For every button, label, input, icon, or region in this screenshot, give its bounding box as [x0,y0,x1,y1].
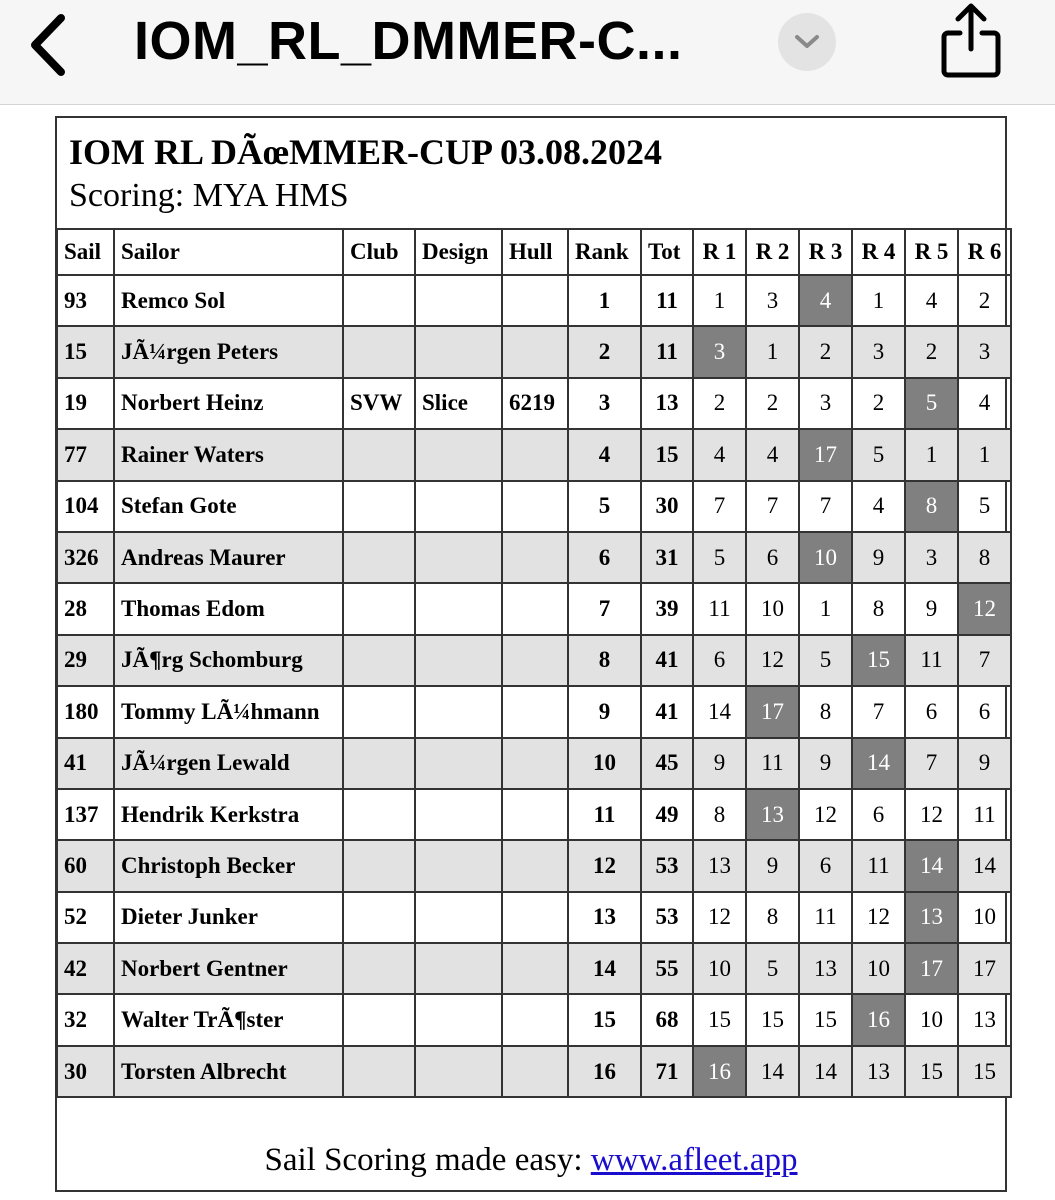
rank-cell: 14 [568,943,641,994]
design-cell [415,994,502,1045]
race-score: 7 [799,481,852,532]
col-club: Club [343,229,415,275]
hull-cell [502,429,568,480]
club-cell: SVW [343,378,415,429]
race-score: 14 [799,1046,852,1097]
header-row [57,229,1011,275]
col-r2: R 2 [746,229,799,275]
race-score: 9 [958,738,1011,789]
race-score: 2 [905,326,958,377]
hull-cell [502,1046,568,1097]
hull-cell [502,738,568,789]
results-body [57,275,1011,1097]
discarded-race-score: 4 [799,275,852,326]
table-row [57,738,1011,789]
race-score: 9 [905,583,958,634]
race-score: 2 [746,378,799,429]
club-cell [343,326,415,377]
race-score: 5 [799,635,852,686]
rank-cell: 1 [568,275,641,326]
club-cell [343,275,415,326]
race-score: 8 [958,532,1011,583]
share-button[interactable] [936,0,1006,82]
hull-cell [502,943,568,994]
race-score: 6 [693,635,746,686]
club-cell [343,583,415,634]
race-score: 1 [958,429,1011,480]
design-cell [415,532,502,583]
race-score: 10 [905,994,958,1045]
sail-cell: 15 [57,326,114,377]
sail-cell: 93 [57,275,114,326]
scoring-system: Scoring: MYA HMS [69,177,349,214]
total-cell: 15 [641,429,693,480]
col-sail: Sail [57,229,114,275]
sail-cell: 326 [57,532,114,583]
table-row [57,840,1011,891]
afleet-link[interactable]: www.afleet.app [590,1142,798,1178]
discarded-race-score: 17 [799,429,852,480]
rank-cell: 5 [568,481,641,532]
discarded-race-score: 14 [905,840,958,891]
table-row [57,789,1011,840]
table-row [57,686,1011,737]
sailor-cell: Stefan Gote [114,481,343,532]
race-score: 1 [852,275,905,326]
race-score: 6 [905,686,958,737]
col-r4: R 4 [852,229,905,275]
race-score: 14 [958,840,1011,891]
race-score: 11 [905,635,958,686]
race-score: 12 [746,635,799,686]
race-score: 5 [852,429,905,480]
table-row [57,378,1011,429]
footer-text: Sail Scoring made easy: [264,1142,591,1178]
sailor-cell: Christoph Becker [114,840,343,891]
col-r1: R 1 [693,229,746,275]
sail-cell: 41 [57,738,114,789]
race-score: 7 [852,686,905,737]
club-cell [343,840,415,891]
rank-cell: 13 [568,892,641,943]
race-score: 10 [746,583,799,634]
race-score: 3 [852,326,905,377]
table-row [57,994,1011,1045]
hull-cell [502,481,568,532]
race-score: 11 [852,840,905,891]
race-score: 6 [799,840,852,891]
col-design: Design [415,229,502,275]
race-score: 1 [799,583,852,634]
total-cell: 68 [641,994,693,1045]
design-cell [415,481,502,532]
hull-cell [502,840,568,891]
sail-cell: 19 [57,378,114,429]
race-score: 2 [799,326,852,377]
hull-cell [502,686,568,737]
race-score: 10 [693,943,746,994]
club-cell [343,789,415,840]
rank-cell: 3 [568,378,641,429]
footer [57,1130,1005,1190]
total-cell: 31 [641,532,693,583]
club-cell [343,532,415,583]
race-score: 7 [746,481,799,532]
total-cell: 45 [641,738,693,789]
race-score: 12 [799,789,852,840]
race-score: 15 [799,994,852,1045]
total-cell: 41 [641,635,693,686]
total-cell: 13 [641,378,693,429]
sail-cell: 60 [57,840,114,891]
discarded-race-score: 5 [905,378,958,429]
race-score: 5 [693,532,746,583]
race-score: 1 [746,326,799,377]
discarded-race-score: 13 [905,892,958,943]
race-score: 6 [852,789,905,840]
hull-cell [502,635,568,686]
discarded-race-score: 14 [852,738,905,789]
sailor-cell: Norbert Heinz [114,378,343,429]
club-cell [343,943,415,994]
hull-cell [502,326,568,377]
rank-cell: 16 [568,1046,641,1097]
sail-cell: 104 [57,481,114,532]
sailor-cell: Norbert Gentner [114,943,343,994]
sailor-cell: Tommy LÃ¼hmann [114,686,343,737]
chevron-down-icon [794,34,820,50]
discarded-race-score: 10 [799,532,852,583]
race-score: 5 [746,943,799,994]
rank-cell: 11 [568,789,641,840]
total-cell: 41 [641,686,693,737]
race-score: 3 [958,326,1011,377]
race-score: 3 [905,532,958,583]
race-score: 9 [799,738,852,789]
design-cell: Slice [415,378,502,429]
race-score: 17 [958,943,1011,994]
event-title: IOM RL DÃœMMER-CUP 03.08.2024 [69,132,662,172]
col-r5: R 5 [905,229,958,275]
design-cell [415,840,502,891]
col-sailor: Sailor [114,229,343,275]
race-score: 6 [958,686,1011,737]
race-score: 11 [746,738,799,789]
race-score: 8 [693,789,746,840]
total-cell: 53 [641,840,693,891]
sail-cell: 28 [57,583,114,634]
race-score: 4 [693,429,746,480]
race-score: 3 [799,378,852,429]
browser-toolbar [0,0,1055,105]
club-cell [343,429,415,480]
design-cell [415,943,502,994]
design-cell [415,789,502,840]
sailor-cell: Remco Sol [114,275,343,326]
race-score: 8 [746,892,799,943]
sailor-cell: Hendrik Kerkstra [114,789,343,840]
col-rank: Rank [568,229,641,275]
race-score: 8 [799,686,852,737]
discarded-race-score: 3 [693,326,746,377]
club-cell [343,686,415,737]
hull-cell [502,532,568,583]
race-score: 12 [693,892,746,943]
design-cell [415,326,502,377]
design-cell [415,635,502,686]
race-score: 2 [852,378,905,429]
rank-cell: 9 [568,686,641,737]
total-cell: 11 [641,275,693,326]
rank-cell: 15 [568,994,641,1045]
sail-cell: 77 [57,429,114,480]
sail-cell: 32 [57,994,114,1045]
sail-cell: 30 [57,1046,114,1097]
rank-cell: 2 [568,326,641,377]
rank-cell: 10 [568,738,641,789]
race-score: 12 [905,789,958,840]
sailor-cell: JÃ¼rgen Lewald [114,738,343,789]
sailor-cell: Torsten Albrecht [114,1046,343,1097]
total-cell: 39 [641,583,693,634]
race-score: 15 [693,994,746,1045]
race-score: 9 [746,840,799,891]
hull-cell [502,275,568,326]
discarded-race-score: 17 [905,943,958,994]
results-document [55,116,1007,1192]
design-cell [415,1046,502,1097]
race-score: 14 [693,686,746,737]
hull-cell [502,583,568,634]
race-score: 2 [958,275,1011,326]
sailor-cell: JÃ¶rg Schomburg [114,635,343,686]
club-cell [343,738,415,789]
race-score: 15 [746,994,799,1045]
rank-cell: 4 [568,429,641,480]
design-cell [415,738,502,789]
table-row [57,275,1011,326]
race-score: 11 [799,892,852,943]
race-score: 4 [905,275,958,326]
race-score: 5 [958,481,1011,532]
table-row [57,635,1011,686]
race-score: 1 [905,429,958,480]
share-icon [938,1,1004,81]
table-row [57,429,1011,480]
race-score: 11 [693,583,746,634]
race-score: 7 [958,635,1011,686]
race-score: 13 [958,994,1011,1045]
total-cell: 71 [641,1046,693,1097]
design-cell [415,429,502,480]
total-cell: 30 [641,481,693,532]
sailor-cell: Dieter Junker [114,892,343,943]
table-row [57,583,1011,634]
sailor-cell: Andreas Maurer [114,532,343,583]
design-cell [415,275,502,326]
race-score: 8 [852,583,905,634]
club-cell [343,994,415,1045]
table-row [57,892,1011,943]
sail-cell: 52 [57,892,114,943]
race-score: 10 [958,892,1011,943]
sail-cell: 180 [57,686,114,737]
race-score: 12 [852,892,905,943]
race-score: 14 [746,1046,799,1097]
race-score: 15 [905,1046,958,1097]
total-cell: 11 [641,326,693,377]
club-cell [343,635,415,686]
rank-cell: 8 [568,635,641,686]
race-score: 3 [746,275,799,326]
col-tot: Tot [641,229,693,275]
race-score: 1 [693,275,746,326]
discarded-race-score: 16 [852,994,905,1045]
col-r3: R 3 [799,229,852,275]
race-score: 11 [958,789,1011,840]
rank-cell: 7 [568,583,641,634]
total-cell: 55 [641,943,693,994]
race-score: 13 [852,1046,905,1097]
total-cell: 53 [641,892,693,943]
discarded-race-score: 17 [746,686,799,737]
race-score: 9 [852,532,905,583]
race-score: 2 [693,378,746,429]
sailor-cell: Thomas Edom [114,583,343,634]
discarded-race-score: 16 [693,1046,746,1097]
race-score: 4 [852,481,905,532]
hull-cell [502,994,568,1045]
club-cell [343,1046,415,1097]
race-score: 13 [693,840,746,891]
title-options-button[interactable] [778,13,836,71]
total-cell: 49 [641,789,693,840]
table-row [57,943,1011,994]
race-score: 4 [958,378,1011,429]
table-row [57,326,1011,377]
col-hull: Hull [502,229,568,275]
back-button[interactable] [22,10,72,80]
discarded-race-score: 15 [852,635,905,686]
table-row [57,481,1011,532]
club-cell [343,892,415,943]
sail-cell: 137 [57,789,114,840]
club-cell [343,481,415,532]
document-title[interactable]: IOM_RL_DMMER-C... [134,11,683,71]
rank-cell: 12 [568,840,641,891]
sail-cell: 29 [57,635,114,686]
sail-cell: 42 [57,943,114,994]
race-score: 9 [693,738,746,789]
sailor-cell: Rainer Waters [114,429,343,480]
race-score: 7 [905,738,958,789]
race-score: 13 [799,943,852,994]
discarded-race-score: 12 [958,583,1011,634]
discarded-race-score: 8 [905,481,958,532]
race-score: 7 [693,481,746,532]
design-cell [415,686,502,737]
table-row [57,1046,1011,1097]
table-row [57,532,1011,583]
col-r6: R 6 [958,229,1011,275]
race-score: 10 [852,943,905,994]
race-score: 4 [746,429,799,480]
race-score: 6 [746,532,799,583]
results-table [56,228,1012,1098]
discarded-race-score: 13 [746,789,799,840]
design-cell [415,583,502,634]
hull-cell [502,789,568,840]
back-chevron-icon [27,14,67,76]
hull-cell [502,892,568,943]
race-score: 15 [958,1046,1011,1097]
rank-cell: 6 [568,532,641,583]
sailor-cell: JÃ¼rgen Peters [114,326,343,377]
sailor-cell: Walter TrÃ¶ster [114,994,343,1045]
hull-cell: 6219 [502,378,568,429]
design-cell [415,892,502,943]
